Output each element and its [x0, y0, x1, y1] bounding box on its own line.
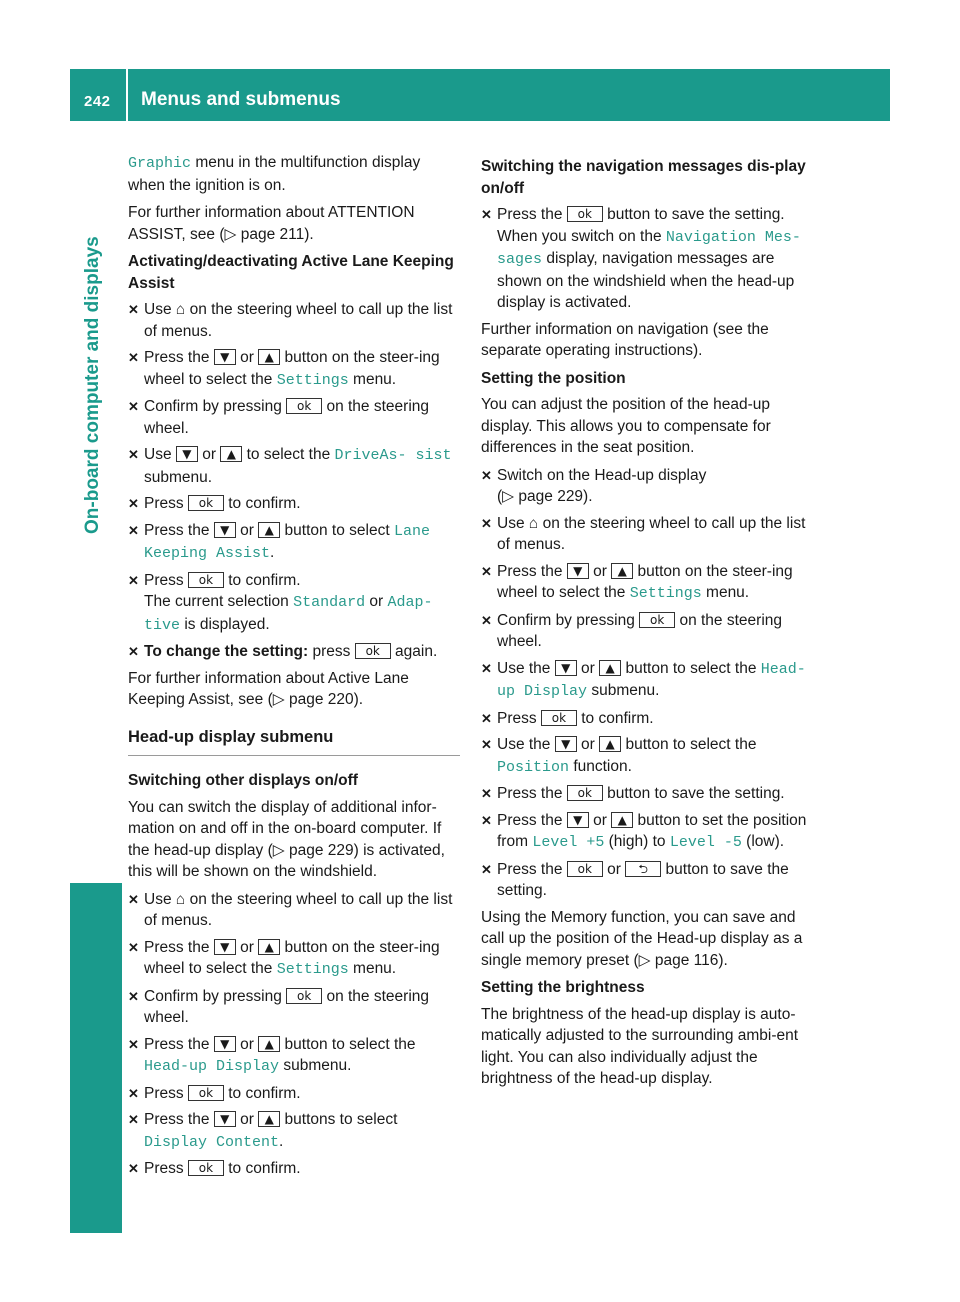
back-key-icon: ⮌ [625, 861, 661, 877]
reference-arrow-icon: ▷ [638, 951, 651, 969]
list-item: ✕ Press ok to confirm. [481, 708, 813, 730]
paragraph: Graphic menu in the multifunction display when the ignition is on. [128, 154, 421, 194]
list-item: ✕ Use ▼ or ▲ to select the DriveAs‑ sist submenu. [128, 446, 452, 486]
paragraph: The brightness of the head-up display is auto-matically adjusted to the surrounding ambi-ent light. You can also individually adjust the brightness of the head-up display. [481, 1005, 799, 1087]
list-item: ✕ Press ok to confirm. [128, 1158, 460, 1180]
list-item: ✕ Press ok to confirm. [128, 493, 460, 515]
list-item: ✕ Press the ▼ or ▲ button on the steer-ing wheel to select the Settings menu. [481, 562, 793, 602]
up-key-icon: ▲ [599, 660, 621, 676]
ok-key-icon: ok [355, 643, 391, 659]
step-arrow-icon: ✕ [128, 447, 139, 462]
down-key-icon: ▼ [214, 522, 236, 538]
paragraph: Further information on navigation (see the separate operating instructions). [481, 320, 769, 359]
list-item: ✕ Confirm by pressing ok on the steering wheel. [128, 398, 429, 437]
paragraph: For further information about ATTENTION ASSIST, see (▷ page 211). [128, 204, 415, 243]
list-item: ✕ Press the ▼ or ▲ button on the steer-ing wheel to select the Settings menu. [128, 349, 440, 389]
step-arrow-icon: ✕ [481, 515, 492, 531]
list-item: ✕ Use the ▼ or ▲ button to select the Head-up Display submenu. [481, 659, 806, 700]
step-arrow-icon: ✕ [128, 988, 139, 1004]
list-item: ✕ Use ⌂ on the steering wheel to call up the list of menus. [128, 890, 453, 929]
list-item: ✕ Press the ok button to save the setting. [481, 783, 813, 805]
step-arrow-icon: ✕ [481, 812, 492, 828]
up-key-icon: ▲ [611, 812, 633, 828]
ok-key-icon: ok [567, 206, 603, 222]
list-item: ✕ Switch on the Head-up display (▷ page 229). [481, 466, 707, 505]
step-arrow-icon: ✕ [128, 399, 139, 414]
down-key-icon: ▼ [214, 349, 236, 365]
up-key-icon: ▲ [258, 1111, 280, 1127]
ok-key-icon: ok [188, 572, 224, 588]
up-key-icon: ▲ [599, 736, 621, 752]
step-arrow-icon: ✕ [128, 1161, 139, 1176]
section-heading: Setting the brightness [481, 979, 645, 996]
home-icon: ⌂ [175, 301, 186, 318]
right-column [481, 152, 813, 1096]
up-key-icon: ▲ [258, 522, 280, 538]
home-icon: ⌂ [175, 890, 186, 908]
step-arrow-icon: ✕ [481, 660, 492, 676]
reference-arrow-icon: ▷ [272, 841, 285, 859]
paragraph: For further information about Active Lane Keeping Assist, see (▷ page 220). [128, 669, 409, 708]
page-title: Menus and submenus [141, 89, 341, 110]
list-item: ✕ Confirm by pressing ok on the steering wheel. [481, 611, 782, 650]
sidebar-chapter-label: On-board computer and displays [82, 236, 103, 534]
step-arrow-icon: ✕ [481, 612, 492, 628]
step-arrow-icon: ✕ [128, 1036, 139, 1052]
ok-key-icon: ok [541, 710, 577, 726]
ok-key-icon: ok [567, 861, 603, 877]
up-key-icon: ▲ [258, 349, 280, 365]
step-arrow-icon: ✕ [128, 1085, 139, 1101]
section-heading: Activating/deactivating Active Lane Keeping Assist [128, 253, 454, 292]
list-item: ✕ Press the ▼ or ▲ button to select the Head-up Display submenu. [128, 1035, 416, 1075]
section-heading: Head-up display submenu [128, 727, 460, 757]
list-item: ✕ Press the ok or ⮌ button to save the setting. [481, 860, 789, 899]
list-item: ✕ Press the ok button to save the setting. When you switch on the Navigation Mes‑ sages display, navigation messages are shown on the windshield when the head-up display is activated. [481, 206, 801, 311]
down-key-icon: ▼ [555, 736, 577, 752]
ok-key-icon: ok [188, 495, 224, 511]
home-icon: ⌂ [528, 514, 539, 532]
reference-arrow-icon: ▷ [502, 488, 515, 505]
page-number: 242 [84, 93, 111, 110]
sidebar-tab [70, 883, 122, 1233]
list-item: ✕ Press ok to confirm. The current selection Standard or Adap‑ tive is displayed. [128, 571, 433, 634]
up-key-icon: ▲ [220, 446, 242, 462]
left-column [128, 152, 460, 1185]
step-arrow-icon: ✕ [128, 939, 139, 955]
step-arrow-icon: ✕ [128, 891, 139, 907]
list-item: ✕ Press the ▼ or ▲ button to select Lane Keeping Assist. [128, 521, 430, 562]
list-item: ✕ Confirm by pressing ok on the steering wheel. [128, 987, 429, 1026]
list-item: ✕ Press ok to confirm. [128, 1083, 460, 1105]
ok-key-icon: ok [286, 988, 322, 1004]
step-arrow-icon: ✕ [481, 710, 492, 726]
paragraph: You can switch the display of additional infor-mation on and off in the on-board computer. If the head-up display (▷ page 229) is activated, this will be shown on the windshield. [128, 798, 445, 880]
down-key-icon: ▼ [214, 939, 236, 955]
ok-key-icon: ok [639, 612, 675, 628]
up-key-icon: ▲ [258, 1036, 280, 1052]
list-item: ✕ Press the ▼ or ▲ buttons to select Display Content. [128, 1111, 398, 1151]
list-item: ✕ Press the ▼ or ▲ button to set the position from Level +5 (high) to Level -5 (low). [481, 811, 807, 851]
paragraph: Using the Memory function, you can save and call up the position of the Head-up display as a single memory preset (▷ page 116). [481, 908, 803, 969]
down-key-icon: ▼ [567, 563, 589, 579]
list-item: ✕ Use the ▼ or ▲ button to select the Position function. [481, 736, 757, 776]
list-item: ✕ Use ⌂ on the steering wheel to call up the list of menus. [481, 514, 806, 553]
list-item: ✕ Use ⌂ on the steering wheel to call up the list of menus. [128, 301, 453, 340]
down-key-icon: ▼ [176, 446, 198, 462]
down-key-icon: ▼ [567, 812, 589, 828]
header-divider [126, 69, 128, 127]
step-arrow-icon: ✕ [128, 350, 139, 365]
step-arrow-icon: ✕ [481, 786, 492, 801]
up-key-icon: ▲ [258, 939, 280, 955]
down-key-icon: ▼ [214, 1036, 236, 1052]
step-arrow-icon: ✕ [128, 522, 139, 538]
paragraph: You can adjust the position of the head-up display. This allows you to compensate for differences in the seat position. [481, 396, 771, 456]
ok-key-icon: ok [286, 398, 322, 414]
step-arrow-icon: ✕ [128, 302, 139, 317]
step-arrow-icon: ✕ [128, 496, 139, 511]
reference-arrow-icon: ▷ [272, 691, 285, 708]
down-key-icon: ▼ [555, 660, 577, 676]
step-arrow-icon: ✕ [481, 737, 492, 752]
down-key-icon: ▼ [214, 1111, 236, 1127]
step-arrow-icon: ✕ [128, 1112, 139, 1127]
up-key-icon: ▲ [611, 563, 633, 579]
list-item: ✕ Press the ▼ or ▲ button on the steer-ing wheel to select the Settings menu. [128, 938, 440, 978]
section-heading: Switching the navigation messages dis-play on/off [481, 158, 806, 197]
ok-key-icon: ok [188, 1085, 224, 1101]
section-heading: Setting the position [481, 369, 626, 387]
ok-key-icon: ok [188, 1160, 224, 1176]
step-arrow-icon: ✕ [128, 572, 139, 588]
step-arrow-icon: ✕ [481, 861, 492, 877]
step-arrow-icon: ✕ [128, 644, 139, 659]
ok-key-icon: ok [567, 785, 603, 801]
step-arrow-icon: ✕ [481, 563, 492, 579]
list-item: ✕ To change the setting: press ok again. [128, 641, 460, 663]
reference-arrow-icon: ▷ [224, 225, 237, 243]
step-arrow-icon: ✕ [481, 207, 492, 222]
subsection-heading: Switching other displays on/off [128, 772, 358, 789]
step-arrow-icon: ✕ [481, 467, 492, 483]
